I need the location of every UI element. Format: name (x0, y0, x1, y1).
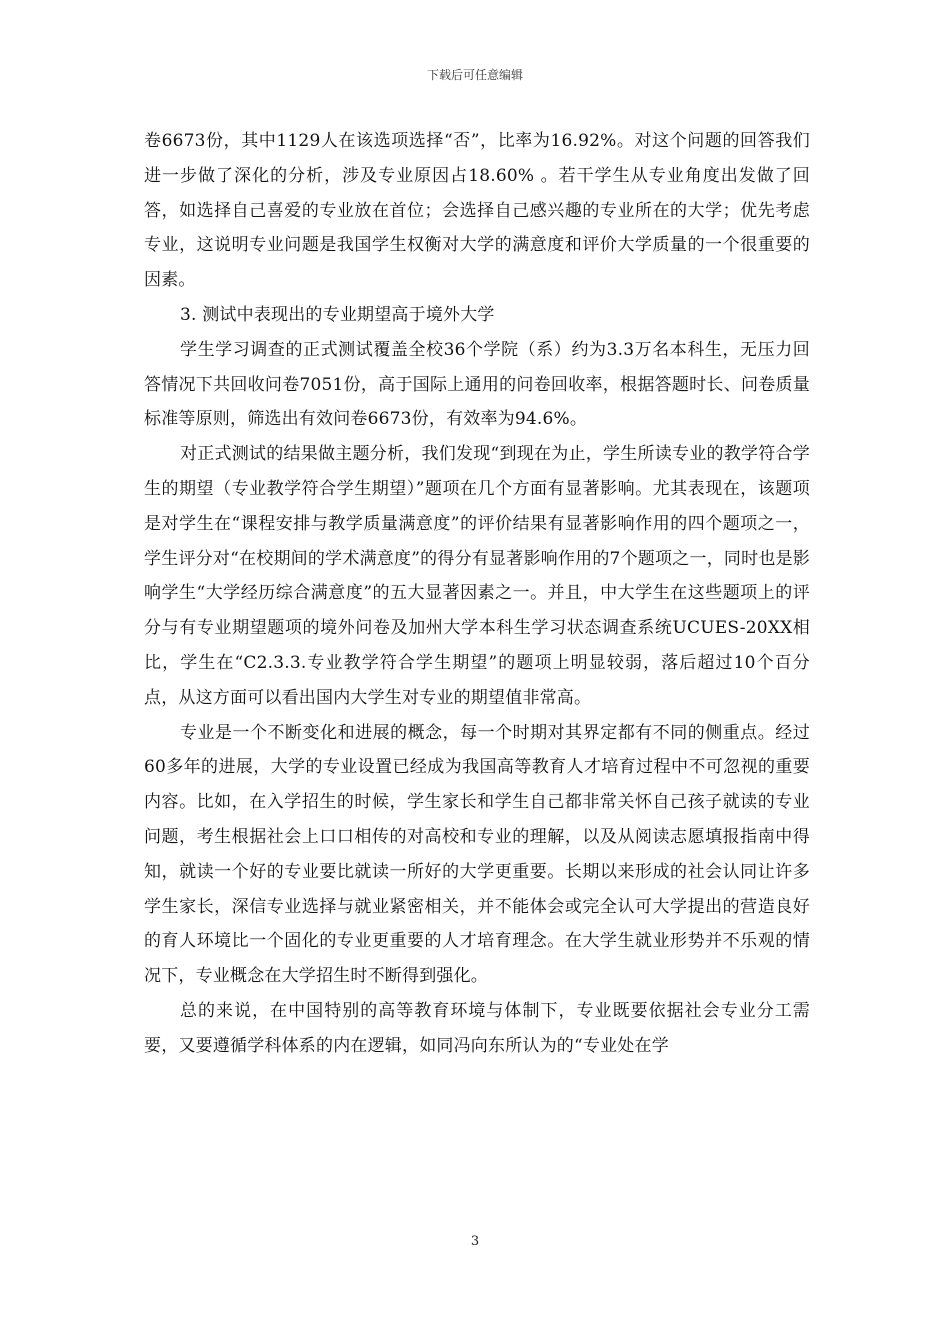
paragraph-3: 对正式测试的结果做主题分析，我们发现“到现在为止，学生所读专业的教学符合学生的期望（专业教学符合学生期望）”题项在几个方面有显著影响。尤其表现在，该题项是对学生在“课程安排与教学质量满意度”的评价结果有显著影响作用的四个题项之一，学生评分对“在校期间的学术满意度”的得分有显著影响作用的7个题项之一，同时也是影响学生“大学经历综合满意度”的五大显著因素之一。并且，中大学生在这些题项上的评分与有专业期望题项的境外问卷及加州大学本科生学习状态调查系统UCUES-20XX相比，学生在“C2.3.3.专业教学符合学生期望”的题项上明显较弱，落后超过10个百分点，从这方面可以看出国内大学生对专业的期望值非常高。 (144, 444, 810, 708)
section-heading: 3. 测试中表现出的专业期望高于境外大学 (180, 304, 495, 325)
paragraph-1: 卷6673份，其中1129人在该选项选择“否”，比率为16.92%。对这个问题的回答我们进一步做了深化的分析，涉及专业原因占18.60% 。若干学生从专业角度出发做了回答，如选择自己喜爱的专业放在首位；会选择自己感兴趣的专业所在的大学；优先考虑专业，这说明专业问题是我国学生权衡对大学的满意度和评价大学质量的一个很重要的因素。 (144, 131, 810, 291)
paragraph-5: 总的来说，在中国特别的高等教育环境与体制下，专业既要依据社会专业分工需要，又要遵循学科体系的内在逻辑，如同冯向东所认为的“专业处在学 (144, 1000, 810, 1056)
paragraph-4: 专业是一个不断变化和进展的概念，每一个时期对其界定都有不同的侧重点。经过60多年的进展，大学的专业设置已经成为我国高等教育人才培育过程中不可忽视的重要内容。比如，在入学招生的时候，学生家长和学生自己都非常关怀自己孩子就读的专业问题，考生根据社会上口口相传的对高校和专业的理解，以及从阅读志愿填报指南中得知，就读一个好的专业要比就读一所好的大学更重要。长期以来形成的社会认同让许多学生家长，深信专业选择与就业紧密相关，并不能体会或完全认可大学提出的营造良好的育人环境比一个固化的专业更重要的人才培育理念。在大学生就业形势并不乐观的情况下，专业概念在大学招生时不断得到强化。 (144, 722, 810, 987)
page-number: 3 (470, 1234, 480, 1249)
document-body (144, 124, 810, 1064)
page-header: 下载后可任意编辑 (426, 68, 523, 82)
paragraph-2: 学生学习调查的正式测试覆盖全校36个学院（系）约为3.3万名本科生，无压力回答情况下共回收问卷7051份，高于国际上通用的问卷回收率，根据答题时长、问卷质量标准等原则，筛选出有效问卷6673份，有效率为94.6%。 (144, 339, 810, 430)
